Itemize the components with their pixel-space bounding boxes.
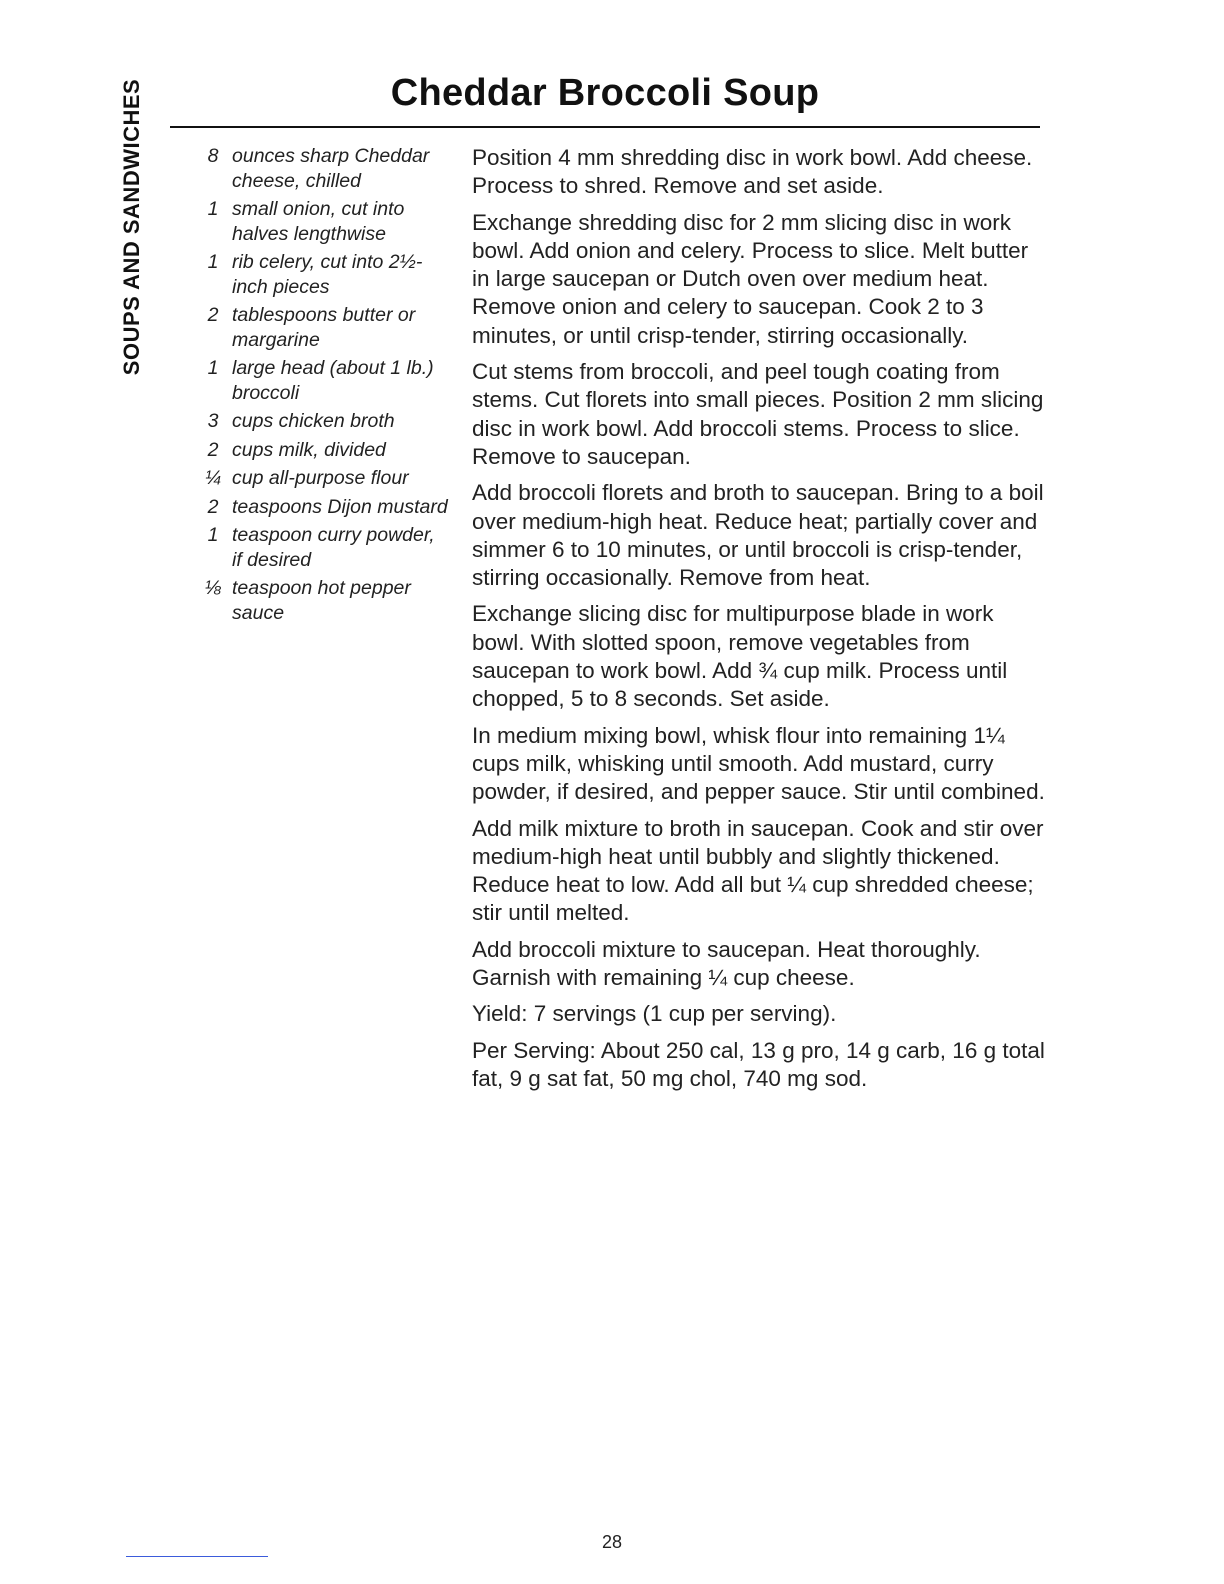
direction-step: Add milk mixture to broth in saucepan. Cook and stir over medium-high heat until bubbly and slightly thickened. Reduce heat to low. Add all but ¼ cup shredded cheese; stir until melted. — [472, 815, 1044, 926]
ingredient-description: small onion, cut into halves lengthwise — [232, 198, 405, 245]
footer-rule — [126, 1556, 268, 1557]
ingredient-quantity: 3 — [207, 410, 219, 432]
direction-step: Exchange slicing disc for multipurpose blade in work bowl. With slotted spoon, remove vegetables from saucepan to work bowl. Add ¾ cup milk. Process until chopped, 5 to 8 seconds. Set aside. — [472, 601, 1008, 712]
ingredient-quantity: 2 — [207, 304, 219, 326]
page-number: 28 — [601, 1532, 623, 1552]
direction-step: In medium mixing bowl, whisk flour into remaining 1¼ cups milk, whisking until smooth. Add mustard, curry powder, if desired, and pepper sauce. Stir until combined. — [472, 722, 1045, 805]
direction-step: Exchange shredding disc for 2 mm slicing disc in work bowl. Add onion and celery. Process to slice. Melt butter in large saucepan or Dutch oven over medium heat. Remove onion and celery to saucepan. Cook 2 to 3 minutes, or until crisp-tender, stirring occasionally. — [472, 209, 1029, 348]
ingredient-item — [198, 438, 448, 463]
ingredient-description: teaspoon hot pepper sauce — [232, 577, 411, 624]
yield-text: Yield: 7 servings (1 cup per serving). — [472, 1001, 837, 1027]
ingredient-description: rib celery, cut into 2½-inch pieces — [232, 251, 423, 298]
ingredient-quantity: ⅛ — [204, 577, 222, 599]
ingredient-description: teaspoon curry powder, if desired — [232, 524, 435, 571]
nutrition-text: Per Serving: About 250 cal, 13 g pro, 14 g carb, 16 g total fat, 9 g sat fat, 50 mg chol, 740 mg sod. — [472, 1037, 1045, 1091]
ingredient-description: ounces sharp Cheddar cheese, chilled — [232, 145, 430, 192]
direction-step: Position 4 mm shredding disc in work bowl. Add cheese. Process to shred. Remove and set aside. — [472, 145, 1033, 199]
ingredient-description: large head (about 1 lb.) broccoli — [232, 357, 434, 404]
ingredient-description: tablespoons butter or margarine — [232, 304, 416, 351]
direction-step: Add broccoli mixture to saucepan. Heat thoroughly. Garnish with remaining ¼ cup cheese. — [472, 936, 981, 991]
ingredient-item — [198, 250, 448, 299]
ingredient-quantity: ¼ — [204, 467, 222, 489]
ingredient-item — [198, 466, 448, 491]
ingredient-quantity: 8 — [207, 145, 219, 167]
ingredient-quantity: 1 — [207, 251, 219, 273]
section-tab — [112, 62, 152, 392]
section-label: SOUPS AND SANDWICHES — [119, 78, 144, 376]
ingredient-description: teaspoons Dijon mustard — [232, 495, 448, 518]
ingredient-description: cup all-purpose flour — [232, 467, 409, 489]
ingredient-item — [198, 197, 448, 246]
ingredient-item — [198, 144, 448, 193]
ingredient-list — [198, 144, 448, 629]
direction-step: Add broccoli florets and broth to saucepan. Bring to a boil over medium-high heat. Reduce heat; partially cover and simmer 6 to 10 minutes, or until broccoli is crisp-tender, stirring occasionally. Remove from heat. — [472, 480, 1044, 591]
ingredient-item — [198, 356, 448, 405]
ingredient-item — [198, 576, 448, 625]
ingredient-item — [198, 523, 448, 572]
ingredient-quantity: 2 — [207, 495, 219, 518]
ingredient-description: cups chicken broth — [232, 410, 395, 432]
ingredient-quantity: 2 — [207, 438, 219, 461]
direction-step: Cut stems from broccoli, and peel tough coating from stems. Cut florets into small pieces. Position 2 mm slicing disc in work bowl. Add broccoli stems. Process to slice. Remove to saucepan. — [472, 359, 1044, 469]
ingredient-quantity: 1 — [207, 524, 219, 546]
page-title: Cheddar Broccoli Soup — [390, 72, 820, 114]
ingredient-description: cups milk, divided — [232, 438, 386, 461]
directions — [472, 144, 1050, 1101]
ingredient-item — [198, 409, 448, 434]
ingredient-item — [198, 495, 448, 520]
title-divider — [170, 126, 1040, 128]
ingredient-item — [198, 303, 448, 352]
ingredient-quantity: 1 — [207, 357, 219, 379]
ingredient-quantity: 1 — [207, 198, 219, 220]
